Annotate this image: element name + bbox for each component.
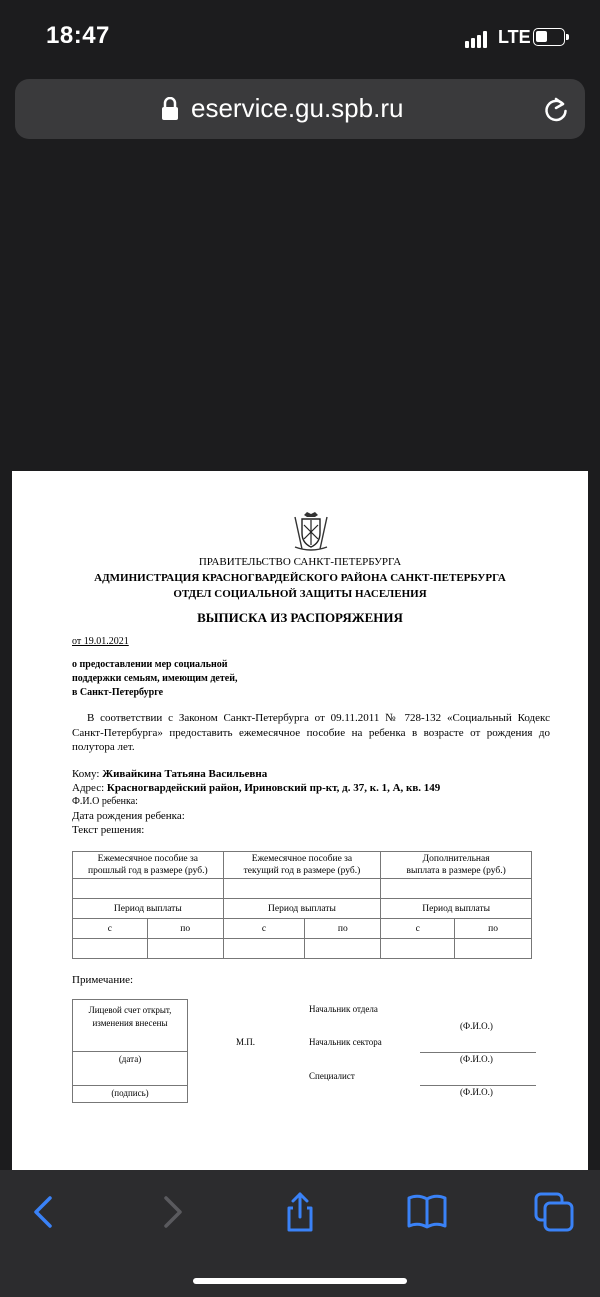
status-time: 18:47 [46,22,110,49]
table-header: Дополнительная выплата в размере (руб.) [381,852,532,879]
table-cell [455,939,532,959]
fio-label: (Ф.И.О.) [460,1021,493,1031]
divider [73,1051,187,1052]
signature-line [420,1052,536,1053]
date-label: (дата) [118,1054,142,1064]
home-indicator[interactable] [193,1278,407,1284]
payments-table [72,851,532,959]
signatory-head-of-sector: Начальник сектора [309,1037,382,1047]
period-label: Период выплаты [381,899,532,919]
tabs-icon[interactable] [532,1190,576,1234]
coat-of-arms-emblem [293,511,329,551]
period-from-label: с [73,919,148,939]
gov-line-3: ОТДЕЛ СОЦИАЛЬНОЙ ЗАЩИТЫ НАСЕЛЕНИЯ [173,588,427,600]
signature-label: (подпись) [111,1088,149,1098]
network-type: LTE [498,27,531,47]
subject-line: в Санкт-Петербурге [72,687,164,698]
recipient-field [72,768,267,780]
document-date: от 19.01.2021 [72,636,129,647]
address-label: Адрес: [72,782,105,794]
account-box [72,999,188,1103]
document-title: ВЫПИСКА ИЗ РАСПОРЯЖЕНИЯ [197,610,403,625]
table-cell [223,939,305,959]
address-field [72,782,440,794]
period-from-label: с [223,919,305,939]
url-text[interactable]: eservice.gu.spb.ru [191,93,404,123]
signatory-specialist: Специалист [309,1071,355,1081]
address-value: Красногвардейский район, Ириновский пр-кт, д. 37, к. 1, А, кв. 149 [106,782,441,794]
table-cell [305,939,381,959]
recipient-label: Кому: [72,768,100,780]
table-header: Ежемесячное пособие за текущий год в размере (руб.) [223,852,381,879]
period-label: Период выплаты [223,899,381,919]
signatory-head-of-department: Начальник отдела [309,1004,378,1014]
stamp-place-label: М.П. [236,1037,256,1047]
period-from-label: с [381,919,455,939]
table-cell [73,939,148,959]
period-to-label: по [147,919,223,939]
child-birth-label: Дата рождения ребенка: [72,810,185,822]
subject-line: о предоставлении мер социальной [72,659,228,670]
fio-label: (Ф.И.О.) [460,1087,493,1097]
table-cell [381,879,532,899]
page-blank-area [0,155,600,470]
gov-line-2: АДМИНИСТРАЦИЯ КРАСНОГВАРДЕЙСКОГО РАЙОНА САНКТ-ПЕТЕРБУРГА [94,572,506,584]
table-cell [381,939,455,959]
period-to-label: по [455,919,532,939]
decision-paragraph: В соответствии с Законом Санкт-Петербурга от 09.11.2011 № 728-132 «Социальный Кодекс Санкт-Петербурга» предоставить ежемесячное пособие на ребенка в возрасте от рождения до полутора лет. [72,712,550,753]
bookmarks-icon[interactable] [405,1190,449,1234]
table-header: Ежемесячное пособие за прошлый год в размере (руб.) [73,852,224,879]
account-box-line2: изменения внесены [92,1018,168,1028]
document-subject [72,658,292,700]
subject-line: поддержки семьям, имеющим детей, [72,673,238,684]
share-icon[interactable] [278,1190,322,1234]
fio-label: (Ф.И.О.) [460,1054,493,1064]
lock-icon [161,97,179,121]
child-name-label: Ф.И.О ребенка: [72,796,138,807]
forward-icon[interactable] [150,1190,194,1234]
divider [73,1085,187,1086]
battery-icon [533,28,565,46]
document-page [12,471,588,1171]
cellular-signal-icon [465,30,493,48]
gov-line-1: ПРАВИТЕЛЬСТВО САНКТ-ПЕТЕРБУРГА [198,556,402,568]
period-label: Период выплаты [73,899,224,919]
status-bar [0,0,600,75]
back-icon[interactable] [22,1190,66,1234]
table-cell [73,879,224,899]
reload-icon[interactable] [542,96,570,124]
account-box-line1: Лицевой счет открыт, [88,1005,172,1015]
table-cell [223,879,381,899]
signature-line [420,1085,536,1086]
table-cell [147,939,223,959]
period-to-label: по [305,919,381,939]
note-label: Примечание: [72,974,134,986]
decision-text-label: Текст решения: [72,824,145,836]
recipient-value: Живайкина Татьяна Васильевна [102,768,268,780]
